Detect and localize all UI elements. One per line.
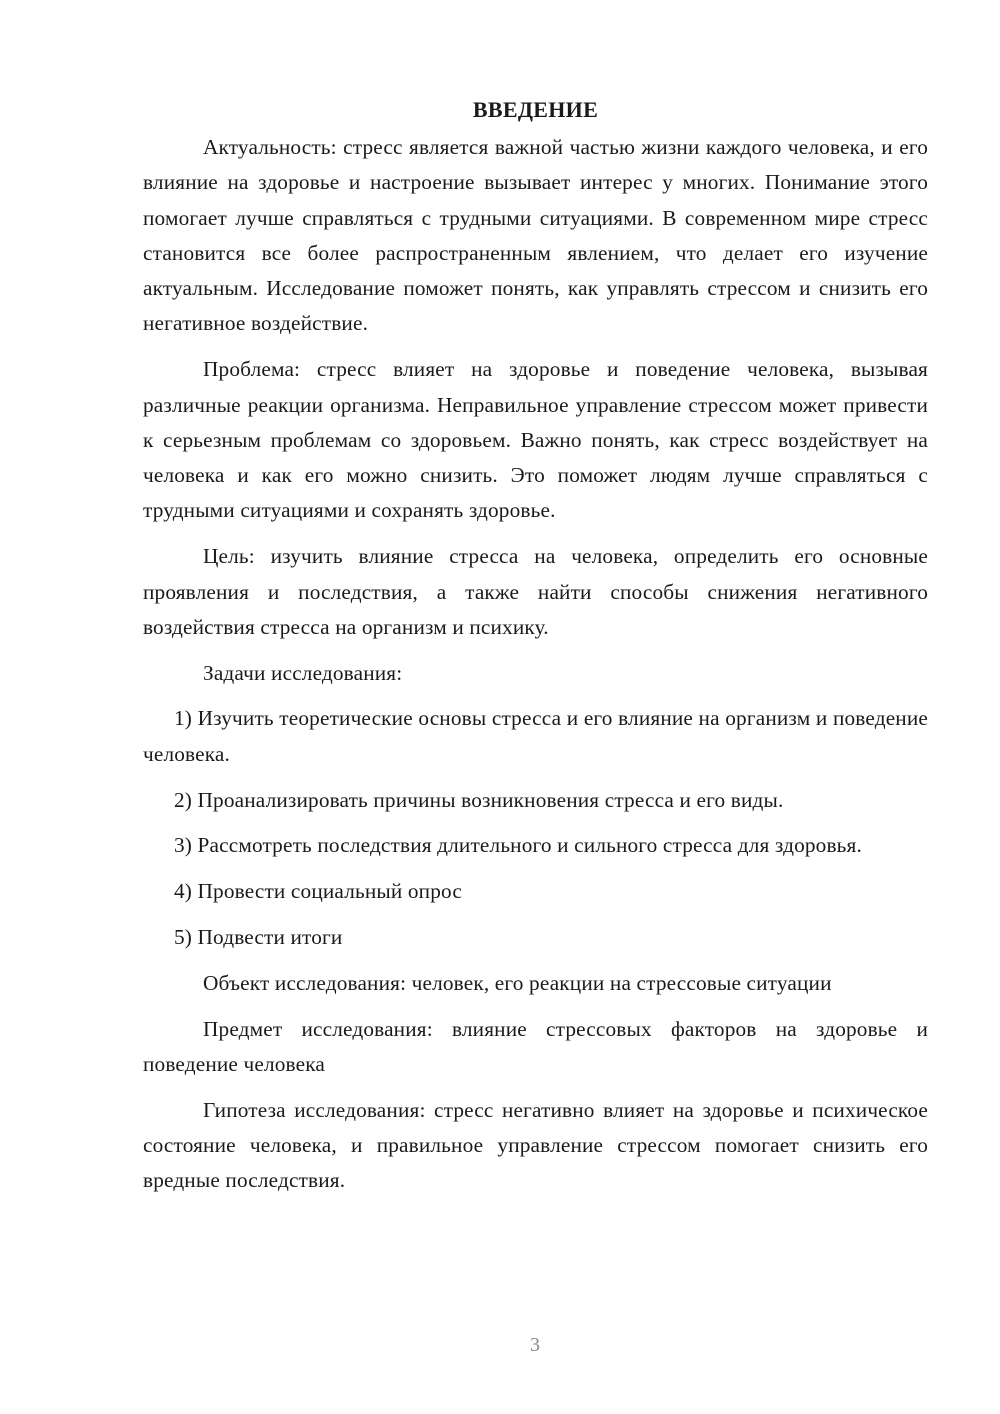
page-content	[143, 92, 928, 1199]
page-title: ВВЕДЕНИЕ	[472, 97, 599, 122]
paragraph-relevance: Актуальность: стресс является важной частью жизни каждого человека, и его влияние на здоровье и настроение вызывает интерес у многих. Понимание этого помогает лучше справляться с трудными ситуациями. В современном мире стресс становится все более распространенным явлением, что делает его изучение актуальным. Исследование поможет понять, как управлять стрессом и снизить его негативное воздействие.	[143, 135, 928, 336]
task-item-3: 3) Рассмотреть последствия длительного и сильного стресса для здоровья.	[174, 833, 862, 858]
paragraph-hypothesis: Гипотеза исследования: стресс негативно влияет на здоровье и психическое состояние человека, и правильное управление стрессом помогает снизить его вредные последствия.	[143, 1097, 928, 1193]
paragraph-problem: Проблема: стресс влияет на здоровье и поведение человека, вызывая различные реакции организма. Неправильное управление стрессом может привести к серьезным проблемам со здоровьем. Важно понять, как стресс воздействует на человека и как его можно снизить. Это поможет людям лучше справляться с трудными ситуациями и сохранять здоровье.	[143, 357, 928, 523]
task-item-5: 5) Подвести итоги	[174, 924, 343, 949]
task-item-1: 1) Изучить теоретические основы стресса и его влияние на организм и поведение человека.	[143, 706, 928, 766]
paragraph-subject: Предмет исследования: влияние стрессовых факторов на здоровье и поведение человека	[143, 1016, 928, 1076]
paragraph-tasks-heading: Задачи исследования:	[203, 660, 403, 685]
task-item-4: 4) Провести социальный опрос	[174, 879, 462, 904]
paragraph-object: Объект исследования: человек, его реакции на стрессовые ситуации	[203, 970, 832, 995]
page-number: 3	[530, 1334, 540, 1356]
paragraph-goal: Цель: изучить влияние стресса на человека, определить его основные проявления и последствия, а также найти способы снижения негативного воздействия стресса на организм и психику.	[143, 544, 928, 639]
task-item-2: 2) Проанализировать причины возникновения стресса и его виды.	[174, 787, 784, 812]
